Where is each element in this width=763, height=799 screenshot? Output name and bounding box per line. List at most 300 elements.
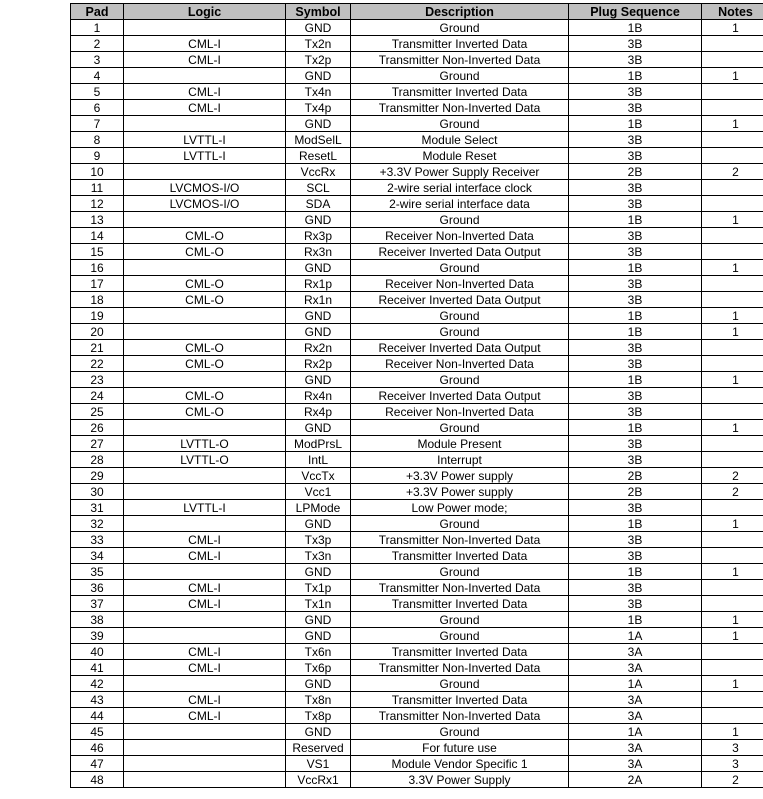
cell-notes: 1 xyxy=(702,372,763,388)
cell-pad: 7 xyxy=(71,116,124,132)
cell-notes: 1 xyxy=(702,612,763,628)
cell-symbol: Rx1n xyxy=(286,292,351,308)
table-row xyxy=(71,660,763,676)
cell-logic: CML-O xyxy=(124,228,286,244)
cell-pad: 24 xyxy=(71,388,124,404)
cell-symbol: ModPrsL xyxy=(286,436,351,452)
cell-description: 2-wire serial interface clock xyxy=(351,180,569,196)
cell-description: +3.3V Power supply xyxy=(351,468,569,484)
cell-symbol: Tx2n xyxy=(286,36,351,52)
table-row xyxy=(71,548,763,564)
table-row xyxy=(71,132,763,148)
cell-pad: 15 xyxy=(71,244,124,260)
cell-pad: 29 xyxy=(71,468,124,484)
header-plug-sequence: Plug Sequence xyxy=(569,4,702,20)
cell-pad: 40 xyxy=(71,644,124,660)
cell-plug-sequence: 3B xyxy=(569,356,702,372)
cell-pad: 36 xyxy=(71,580,124,596)
cell-symbol: ModSelL xyxy=(286,132,351,148)
cell-symbol: GND xyxy=(286,372,351,388)
cell-pad: 18 xyxy=(71,292,124,308)
table-row xyxy=(71,324,763,340)
table-row xyxy=(71,84,763,100)
cell-notes: 1 xyxy=(702,68,763,84)
cell-logic xyxy=(124,628,286,644)
cell-description: Transmitter Inverted Data xyxy=(351,548,569,564)
cell-plug-sequence: 3B xyxy=(569,532,702,548)
cell-notes: 1 xyxy=(702,724,763,740)
cell-symbol: GND xyxy=(286,260,351,276)
cell-logic: CML-O xyxy=(124,340,286,356)
cell-pad: 27 xyxy=(71,436,124,452)
cell-symbol: GND xyxy=(286,612,351,628)
cell-description: +3.3V Power supply xyxy=(351,484,569,500)
table-row xyxy=(71,388,763,404)
cell-pad: 38 xyxy=(71,612,124,628)
table-row xyxy=(71,564,763,580)
cell-description: Ground xyxy=(351,20,569,36)
cell-logic xyxy=(124,468,286,484)
cell-symbol: Tx8p xyxy=(286,708,351,724)
cell-notes xyxy=(702,36,763,52)
cell-plug-sequence: 3B xyxy=(569,52,702,68)
cell-symbol: GND xyxy=(286,68,351,84)
cell-logic xyxy=(124,116,286,132)
cell-plug-sequence: 3A xyxy=(569,708,702,724)
cell-notes xyxy=(702,692,763,708)
cell-symbol: ResetL xyxy=(286,148,351,164)
table-row xyxy=(71,116,763,132)
cell-pad: 44 xyxy=(71,708,124,724)
cell-pad: 32 xyxy=(71,516,124,532)
table-body xyxy=(71,20,763,788)
table-row xyxy=(71,20,763,36)
table-row xyxy=(71,420,763,436)
cell-pad: 22 xyxy=(71,356,124,372)
cell-plug-sequence: 3B xyxy=(569,404,702,420)
cell-notes: 3 xyxy=(702,740,763,756)
cell-symbol: Rx3n xyxy=(286,244,351,260)
cell-pad: 3 xyxy=(71,52,124,68)
cell-pad: 8 xyxy=(71,132,124,148)
table-row xyxy=(71,52,763,68)
cell-description: Transmitter Inverted Data xyxy=(351,692,569,708)
cell-logic: LVTTL-I xyxy=(124,500,286,516)
cell-logic xyxy=(124,372,286,388)
cell-symbol: VccRx xyxy=(286,164,351,180)
cell-notes: 1 xyxy=(702,564,763,580)
cell-symbol: LPMode xyxy=(286,500,351,516)
cell-description: Ground xyxy=(351,564,569,580)
cell-pad: 35 xyxy=(71,564,124,580)
cell-plug-sequence: 3A xyxy=(569,740,702,756)
table-row xyxy=(71,68,763,84)
cell-pad: 23 xyxy=(71,372,124,388)
table-row xyxy=(71,532,763,548)
cell-symbol: Reserved xyxy=(286,740,351,756)
cell-description: Ground xyxy=(351,612,569,628)
cell-description: Transmitter Inverted Data xyxy=(351,84,569,100)
cell-symbol: GND xyxy=(286,420,351,436)
cell-plug-sequence: 3B xyxy=(569,228,702,244)
cell-notes: 2 xyxy=(702,468,763,484)
cell-logic: CML-O xyxy=(124,292,286,308)
cell-plug-sequence: 1B xyxy=(569,324,702,340)
cell-plug-sequence: 3B xyxy=(569,292,702,308)
table-row xyxy=(71,500,763,516)
table-row xyxy=(71,164,763,180)
cell-pad: 26 xyxy=(71,420,124,436)
cell-logic xyxy=(124,612,286,628)
cell-pad: 30 xyxy=(71,484,124,500)
cell-logic: CML-I xyxy=(124,52,286,68)
cell-logic: LVCMOS-I/O xyxy=(124,180,286,196)
cell-plug-sequence: 3B xyxy=(569,500,702,516)
cell-notes xyxy=(702,404,763,420)
cell-symbol: GND xyxy=(286,676,351,692)
table-row xyxy=(71,644,763,660)
cell-pad: 39 xyxy=(71,628,124,644)
cell-logic: CML-I xyxy=(124,84,286,100)
cell-pad: 33 xyxy=(71,532,124,548)
cell-plug-sequence: 1A xyxy=(569,676,702,692)
cell-notes xyxy=(702,596,763,612)
cell-symbol: Rx2p xyxy=(286,356,351,372)
cell-plug-sequence: 1A xyxy=(569,628,702,644)
cell-pad: 14 xyxy=(71,228,124,244)
table-row xyxy=(71,628,763,644)
header-symbol: Symbol xyxy=(286,4,351,20)
cell-symbol: Rx4n xyxy=(286,388,351,404)
cell-pad: 9 xyxy=(71,148,124,164)
cell-logic xyxy=(124,20,286,36)
cell-logic xyxy=(124,740,286,756)
cell-description: Module Present xyxy=(351,436,569,452)
table-row xyxy=(71,724,763,740)
cell-plug-sequence: 3A xyxy=(569,660,702,676)
cell-notes xyxy=(702,84,763,100)
cell-description: Receiver Non-Inverted Data xyxy=(351,404,569,420)
cell-notes xyxy=(702,532,763,548)
cell-logic xyxy=(124,324,286,340)
cell-symbol: GND xyxy=(286,724,351,740)
cell-description: Module Vendor Specific 1 xyxy=(351,756,569,772)
cell-logic xyxy=(124,772,286,788)
cell-logic: CML-I xyxy=(124,596,286,612)
cell-description: Ground xyxy=(351,260,569,276)
table-row xyxy=(71,356,763,372)
cell-description: For future use xyxy=(351,740,569,756)
cell-description: 2-wire serial interface data xyxy=(351,196,569,212)
cell-notes xyxy=(702,276,763,292)
cell-symbol: Tx6n xyxy=(286,644,351,660)
table-row xyxy=(71,196,763,212)
cell-description: Transmitter Inverted Data xyxy=(351,644,569,660)
cell-logic xyxy=(124,308,286,324)
cell-pad: 45 xyxy=(71,724,124,740)
cell-description: Receiver Inverted Data Output xyxy=(351,340,569,356)
table-row xyxy=(71,756,763,772)
cell-logic: CML-I xyxy=(124,692,286,708)
cell-plug-sequence: 3A xyxy=(569,756,702,772)
cell-notes xyxy=(702,548,763,564)
cell-plug-sequence: 3B xyxy=(569,276,702,292)
cell-notes xyxy=(702,180,763,196)
cell-notes: 2 xyxy=(702,484,763,500)
table-row xyxy=(71,100,763,116)
cell-logic xyxy=(124,516,286,532)
cell-notes xyxy=(702,196,763,212)
cell-symbol: GND xyxy=(286,324,351,340)
cell-notes xyxy=(702,292,763,308)
cell-symbol: GND xyxy=(286,212,351,228)
cell-symbol: GND xyxy=(286,308,351,324)
cell-description: Ground xyxy=(351,420,569,436)
cell-description: Transmitter Inverted Data xyxy=(351,36,569,52)
cell-description: Ground xyxy=(351,372,569,388)
cell-notes xyxy=(702,580,763,596)
pin-assignment-table xyxy=(70,3,763,788)
cell-symbol: VccTx xyxy=(286,468,351,484)
cell-symbol: Tx3p xyxy=(286,532,351,548)
cell-notes xyxy=(702,452,763,468)
cell-plug-sequence: 3B xyxy=(569,36,702,52)
cell-pad: 20 xyxy=(71,324,124,340)
table-row xyxy=(71,340,763,356)
cell-pad: 21 xyxy=(71,340,124,356)
cell-pad: 13 xyxy=(71,212,124,228)
cell-logic: CML-O xyxy=(124,404,286,420)
cell-notes xyxy=(702,644,763,660)
cell-description: Ground xyxy=(351,324,569,340)
cell-description: Receiver Non-Inverted Data xyxy=(351,276,569,292)
cell-plug-sequence: 3B xyxy=(569,388,702,404)
cell-description: +3.3V Power Supply Receiver xyxy=(351,164,569,180)
cell-plug-sequence: 1B xyxy=(569,612,702,628)
cell-logic: CML-O xyxy=(124,388,286,404)
cell-symbol: Tx6p xyxy=(286,660,351,676)
cell-notes: 1 xyxy=(702,260,763,276)
cell-plug-sequence: 3A xyxy=(569,644,702,660)
table-row xyxy=(71,436,763,452)
table-row xyxy=(71,484,763,500)
header-description: Description xyxy=(351,4,569,20)
cell-notes xyxy=(702,708,763,724)
cell-symbol: Tx8n xyxy=(286,692,351,708)
cell-logic: CML-O xyxy=(124,356,286,372)
cell-symbol: Tx1n xyxy=(286,596,351,612)
cell-logic xyxy=(124,164,286,180)
cell-logic xyxy=(124,68,286,84)
table-row xyxy=(71,308,763,324)
cell-description: Low Power mode; xyxy=(351,500,569,516)
table-row xyxy=(71,36,763,52)
cell-logic xyxy=(124,756,286,772)
cell-description: Ground xyxy=(351,212,569,228)
cell-description: Ground xyxy=(351,308,569,324)
cell-plug-sequence: 3B xyxy=(569,340,702,356)
cell-logic: CML-I xyxy=(124,660,286,676)
table-row xyxy=(71,676,763,692)
cell-notes: 1 xyxy=(702,628,763,644)
table-row xyxy=(71,260,763,276)
cell-plug-sequence: 3B xyxy=(569,244,702,260)
cell-description: Ground xyxy=(351,724,569,740)
header-logic: Logic xyxy=(124,4,286,20)
cell-logic xyxy=(124,564,286,580)
cell-plug-sequence: 3B xyxy=(569,84,702,100)
cell-logic: CML-O xyxy=(124,276,286,292)
cell-description: Module Reset xyxy=(351,148,569,164)
cell-pad: 43 xyxy=(71,692,124,708)
cell-pad: 25 xyxy=(71,404,124,420)
cell-logic: CML-I xyxy=(124,580,286,596)
table-row xyxy=(71,452,763,468)
cell-notes xyxy=(702,244,763,260)
cell-logic: CML-I xyxy=(124,36,286,52)
cell-pad: 11 xyxy=(71,180,124,196)
cell-logic: CML-I xyxy=(124,548,286,564)
cell-description: Ground xyxy=(351,516,569,532)
cell-plug-sequence: 2B xyxy=(569,164,702,180)
cell-pad: 47 xyxy=(71,756,124,772)
cell-plug-sequence: 1B xyxy=(569,116,702,132)
cell-symbol: IntL xyxy=(286,452,351,468)
cell-symbol: VccRx1 xyxy=(286,772,351,788)
cell-pad: 2 xyxy=(71,36,124,52)
cell-description: Interrupt xyxy=(351,452,569,468)
cell-logic: CML-I xyxy=(124,644,286,660)
cell-notes xyxy=(702,436,763,452)
cell-plug-sequence: 3B xyxy=(569,452,702,468)
cell-plug-sequence: 3B xyxy=(569,148,702,164)
cell-symbol: SDA xyxy=(286,196,351,212)
cell-description: Ground xyxy=(351,68,569,84)
cell-notes xyxy=(702,660,763,676)
cell-description: Transmitter Non-Inverted Data xyxy=(351,52,569,68)
cell-notes xyxy=(702,228,763,244)
cell-notes: 1 xyxy=(702,420,763,436)
cell-description: Receiver Inverted Data Output xyxy=(351,388,569,404)
cell-pad: 12 xyxy=(71,196,124,212)
cell-symbol: Tx4n xyxy=(286,84,351,100)
cell-pad: 10 xyxy=(71,164,124,180)
table-row xyxy=(71,580,763,596)
table-row xyxy=(71,772,763,788)
cell-description: Transmitter Non-Inverted Data xyxy=(351,660,569,676)
header-row xyxy=(71,4,763,20)
cell-plug-sequence: 3B xyxy=(569,596,702,612)
cell-plug-sequence: 3B xyxy=(569,548,702,564)
cell-plug-sequence: 1B xyxy=(569,260,702,276)
cell-symbol: Rx1p xyxy=(286,276,351,292)
cell-symbol: GND xyxy=(286,628,351,644)
cell-pad: 19 xyxy=(71,308,124,324)
cell-pad: 1 xyxy=(71,20,124,36)
cell-symbol: Rx4p xyxy=(286,404,351,420)
cell-symbol: Tx2p xyxy=(286,52,351,68)
cell-plug-sequence: 1B xyxy=(569,20,702,36)
cell-plug-sequence: 3A xyxy=(569,692,702,708)
cell-logic: LVTTL-I xyxy=(124,148,286,164)
cell-logic xyxy=(124,484,286,500)
cell-plug-sequence: 3B xyxy=(569,132,702,148)
cell-symbol: SCL xyxy=(286,180,351,196)
cell-plug-sequence: 1B xyxy=(569,564,702,580)
cell-description: Receiver Non-Inverted Data xyxy=(351,228,569,244)
cell-pad: 46 xyxy=(71,740,124,756)
cell-description: Ground xyxy=(351,676,569,692)
cell-pad: 6 xyxy=(71,100,124,116)
cell-notes: 1 xyxy=(702,20,763,36)
cell-pad: 41 xyxy=(71,660,124,676)
cell-notes xyxy=(702,100,763,116)
table-row xyxy=(71,708,763,724)
table-row xyxy=(71,292,763,308)
cell-pad: 48 xyxy=(71,772,124,788)
cell-plug-sequence: 3B xyxy=(569,436,702,452)
cell-logic xyxy=(124,420,286,436)
cell-plug-sequence: 1B xyxy=(569,68,702,84)
cell-notes: 1 xyxy=(702,516,763,532)
cell-plug-sequence: 1B xyxy=(569,308,702,324)
table-row xyxy=(71,212,763,228)
cell-description: Transmitter Non-Inverted Data xyxy=(351,708,569,724)
cell-logic: CML-I xyxy=(124,708,286,724)
cell-description: Receiver Non-Inverted Data xyxy=(351,356,569,372)
cell-pad: 16 xyxy=(71,260,124,276)
cell-notes xyxy=(702,388,763,404)
cell-logic: LVTTL-O xyxy=(124,452,286,468)
cell-pad: 37 xyxy=(71,596,124,612)
cell-pad: 4 xyxy=(71,68,124,84)
cell-symbol: Tx1p xyxy=(286,580,351,596)
table-row xyxy=(71,740,763,756)
cell-description: Transmitter Non-Inverted Data xyxy=(351,532,569,548)
cell-logic: LVTTL-O xyxy=(124,436,286,452)
table-row xyxy=(71,228,763,244)
cell-notes: 1 xyxy=(702,308,763,324)
cell-plug-sequence: 1B xyxy=(569,420,702,436)
cell-pad: 28 xyxy=(71,452,124,468)
cell-notes xyxy=(702,356,763,372)
cell-plug-sequence: 3B xyxy=(569,196,702,212)
cell-notes: 1 xyxy=(702,116,763,132)
cell-notes xyxy=(702,52,763,68)
cell-description: Transmitter Non-Inverted Data xyxy=(351,580,569,596)
cell-symbol: Rx2n xyxy=(286,340,351,356)
cell-logic xyxy=(124,260,286,276)
cell-logic: LVTTL-I xyxy=(124,132,286,148)
cell-logic: CML-O xyxy=(124,244,286,260)
cell-description: 3.3V Power Supply xyxy=(351,772,569,788)
cell-logic xyxy=(124,676,286,692)
header-pad: Pad xyxy=(71,4,124,20)
cell-notes: 1 xyxy=(702,212,763,228)
cell-plug-sequence: 2B xyxy=(569,484,702,500)
cell-symbol: VS1 xyxy=(286,756,351,772)
cell-logic: LVCMOS-I/O xyxy=(124,196,286,212)
cell-symbol: GND xyxy=(286,516,351,532)
cell-notes xyxy=(702,148,763,164)
cell-logic: CML-I xyxy=(124,100,286,116)
cell-logic: CML-I xyxy=(124,532,286,548)
cell-plug-sequence: 1B xyxy=(569,212,702,228)
cell-logic xyxy=(124,212,286,228)
cell-notes: 1 xyxy=(702,324,763,340)
cell-logic xyxy=(124,724,286,740)
cell-description: Transmitter Non-Inverted Data xyxy=(351,100,569,116)
